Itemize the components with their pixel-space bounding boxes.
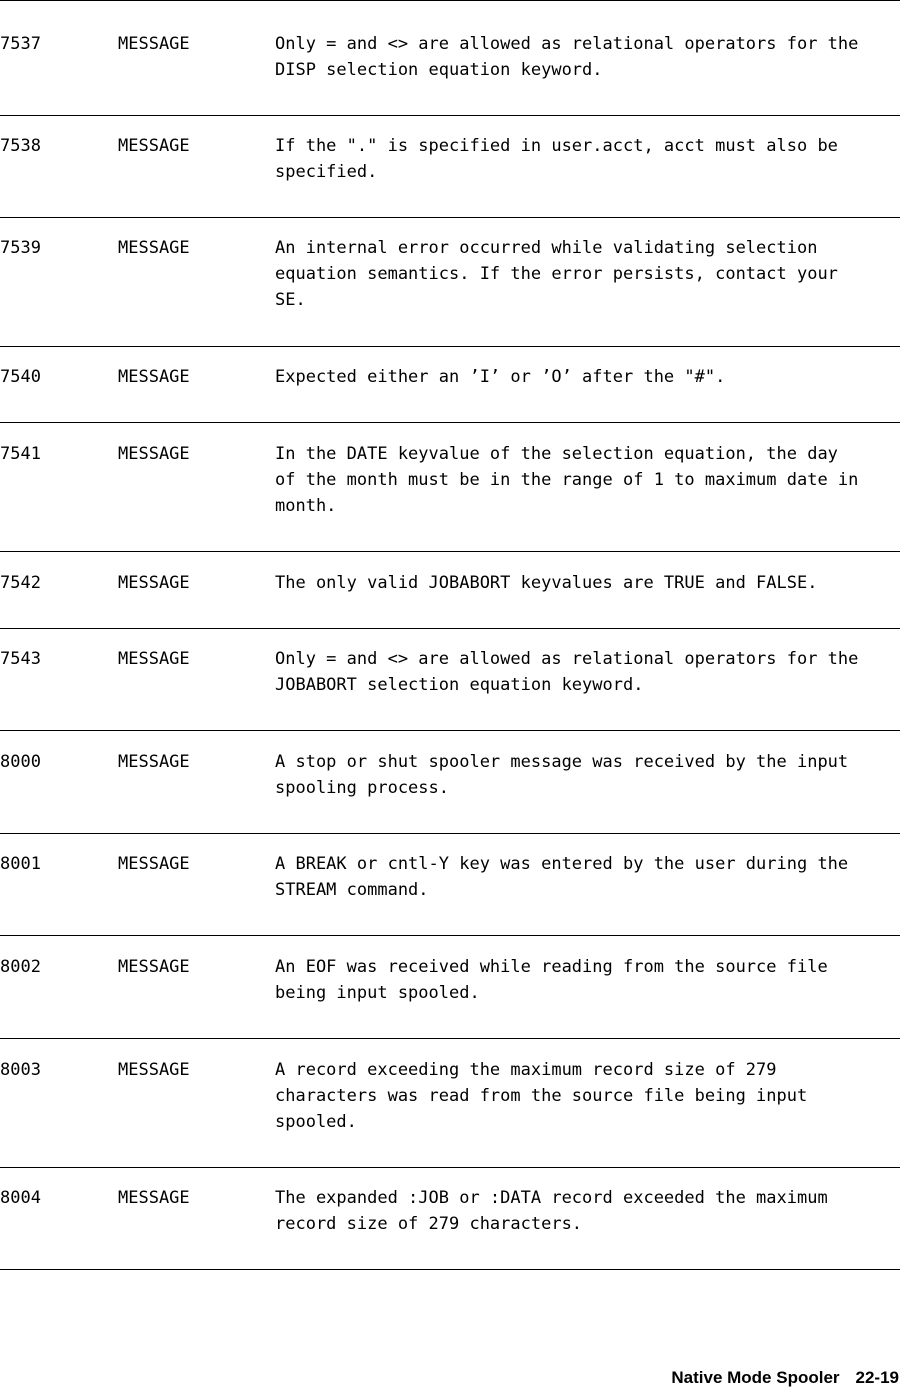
message-text: In the DATE keyvalue of the selection equation, the day of the month must be in the range of 1 to maximum date in month. <box>275 444 859 516</box>
message-number: 8004 <box>0 1188 41 1208</box>
divider-rule <box>0 1167 900 1168</box>
message-text: A stop or shut spooler message was received by the input spooling process. <box>275 752 849 798</box>
message-number: 7537 <box>0 34 41 54</box>
message-type: MESSAGE <box>118 649 190 669</box>
divider-rule <box>0 217 900 218</box>
message-text: If the "." is specified in user.acct, acct must also be specified. <box>275 136 838 182</box>
page-number: 22-19 <box>855 1368 899 1387</box>
message-text: The only valid JOBABORT keyvalues are TRUE and FALSE. <box>275 573 818 593</box>
divider-rule <box>0 115 900 116</box>
message-type: MESSAGE <box>118 752 190 772</box>
divider-rule <box>0 0 900 1</box>
message-text: Expected either an ’I’ or ’O’ after the "#". <box>275 367 726 387</box>
message-type: MESSAGE <box>118 367 190 387</box>
divider-rule <box>0 1038 900 1039</box>
message-type: MESSAGE <box>118 238 190 258</box>
divider-rule <box>0 833 900 834</box>
message-number: 7541 <box>0 444 41 464</box>
message-number: 8003 <box>0 1060 41 1080</box>
page-footer <box>671 1368 899 1388</box>
message-number: 7538 <box>0 136 41 156</box>
message-number: 7542 <box>0 573 41 593</box>
divider-rule <box>0 730 900 731</box>
message-text: Only = and <> are allowed as relational operators for the DISP selection equation keyword. <box>275 34 859 80</box>
message-number: 8000 <box>0 752 41 772</box>
message-type: MESSAGE <box>118 1060 190 1080</box>
message-type: MESSAGE <box>118 444 190 464</box>
message-text: A record exceeding the maximum record size of 279 characters was read from the source file being input spooled. <box>275 1060 808 1132</box>
divider-rule <box>0 935 900 936</box>
message-type: MESSAGE <box>118 573 190 593</box>
message-type: MESSAGE <box>118 854 190 874</box>
section-title: Native Mode Spooler <box>671 1368 840 1387</box>
message-type: MESSAGE <box>118 957 190 977</box>
message-text: Only = and <> are allowed as relational operators for the JOBABORT selection equation keyword. <box>275 649 859 695</box>
message-type: MESSAGE <box>118 1188 190 1208</box>
message-number: 8001 <box>0 854 41 874</box>
divider-rule <box>0 422 900 423</box>
message-text: An internal error occurred while validating selection equation semantics. If the error persists, contact your SE. <box>275 238 838 310</box>
message-number: 7543 <box>0 649 41 669</box>
message-text: The expanded :JOB or :DATA record exceeded the maximum record size of 279 characters. <box>275 1188 828 1234</box>
message-text: A BREAK or cntl-Y key was entered by the user during the STREAM command. <box>275 854 849 900</box>
divider-rule <box>0 628 900 629</box>
message-text: An EOF was received while reading from the source file being input spooled. <box>275 957 828 1003</box>
message-number: 7540 <box>0 367 41 387</box>
message-number: 7539 <box>0 238 41 258</box>
message-type: MESSAGE <box>118 136 190 156</box>
message-number: 8002 <box>0 957 41 977</box>
divider-rule <box>0 551 900 552</box>
message-type: MESSAGE <box>118 34 190 54</box>
divider-rule <box>0 1269 900 1270</box>
divider-rule <box>0 346 900 347</box>
